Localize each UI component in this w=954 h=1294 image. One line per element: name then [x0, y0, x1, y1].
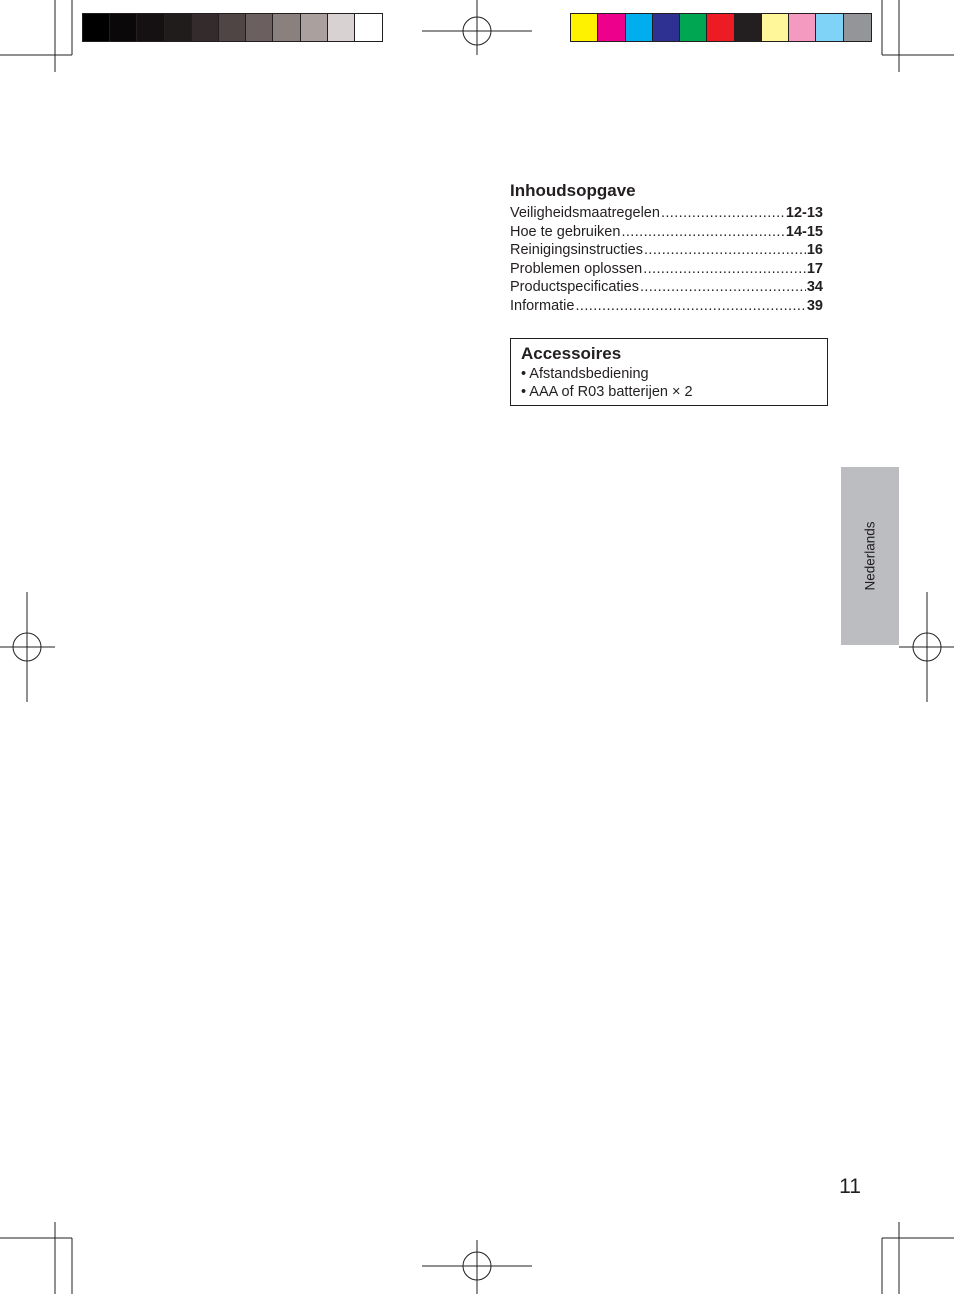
toc-entry — [510, 260, 823, 279]
toc-entry-label: Informatie — [510, 297, 575, 314]
color-swatch — [137, 14, 164, 41]
toc-entry-label: Problemen oplossen — [510, 260, 643, 277]
table-of-contents — [510, 181, 823, 316]
color-swatch — [355, 14, 382, 41]
toc-leader-dots — [640, 278, 806, 297]
language-tab-label: Nederlands — [862, 521, 878, 591]
toc-leader-dots — [661, 204, 785, 223]
color-swatch — [598, 14, 625, 41]
toc-entry-page: 34 — [806, 279, 823, 296]
language-tab — [841, 467, 899, 645]
color-swatch — [110, 14, 137, 41]
color-swatch — [762, 14, 789, 41]
toc-entry — [510, 241, 823, 260]
color-swatch — [816, 14, 843, 41]
color-swatch — [246, 14, 273, 41]
accessory-item: • AAA of R03 batterijen × 2 — [521, 384, 693, 400]
color-swatch — [626, 14, 653, 41]
toc-leader-dots — [644, 241, 806, 260]
color-swatch — [328, 14, 355, 41]
color-swatch — [165, 14, 192, 41]
color-swatch — [83, 14, 110, 41]
toc-entry-page: 39 — [806, 297, 823, 314]
page-number: 11 — [839, 1175, 861, 1198]
toc-entry-page: 12-13 — [785, 205, 823, 221]
accessories-box — [510, 338, 828, 406]
toc-leader-dots — [575, 297, 805, 316]
toc-entry-label: Productspecificaties — [510, 279, 639, 296]
toc-leader-dots — [643, 260, 806, 279]
color-swatch — [192, 14, 219, 41]
toc-entry-label: Reinigingsinstructies — [510, 242, 643, 259]
color-swatch — [735, 14, 762, 41]
color-swatch — [653, 14, 680, 41]
toc-entry-page: 17 — [806, 260, 823, 277]
toc-entry — [510, 297, 823, 316]
color-swatch — [844, 14, 871, 41]
toc-entry-label: Veiligheidsmaatregelen — [510, 205, 660, 221]
color-swatch — [219, 14, 246, 41]
process-color-bar — [570, 13, 872, 42]
color-swatch — [571, 14, 598, 41]
color-swatch — [273, 14, 300, 41]
toc-entry-page: 16 — [806, 242, 823, 259]
toc-title: Inhoudsopgave — [510, 181, 636, 200]
accessories-title: Accessoires — [521, 344, 622, 363]
toc-leader-dots — [621, 223, 784, 242]
accessory-item: • Afstandsbediening — [521, 366, 649, 382]
toc-entry — [510, 278, 823, 297]
toc-entry — [510, 223, 823, 242]
color-swatch — [301, 14, 328, 41]
color-swatch — [707, 14, 734, 41]
color-swatch — [680, 14, 707, 41]
toc-entry-page: 14-15 — [785, 223, 823, 240]
toc-entry-label: Hoe te gebruiken — [510, 223, 621, 240]
toc-entry — [510, 204, 823, 223]
color-swatch — [789, 14, 816, 41]
grayscale-color-bar — [82, 13, 383, 42]
